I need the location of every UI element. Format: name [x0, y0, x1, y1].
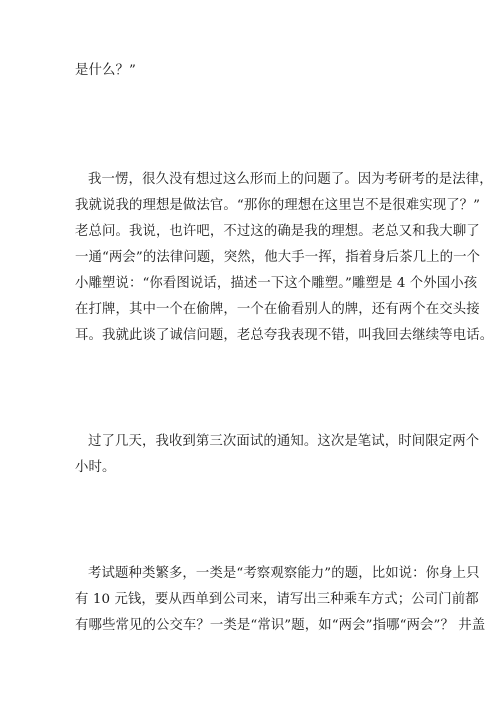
paragraph-2-line-5: 小雕塑说：“你看图说话，描述一下这个雕塑。”雕塑是 4 个外国小孩	[75, 276, 478, 291]
paragraph-2-line-6: 在打牌，其中一个在偷牌，一个在偷看别人的牌，还有两个在交头接	[75, 302, 480, 317]
paragraph-2-line-3: 老总问。我说，也许吧，不过这的确是我的理想。老总又和我大聊了	[75, 224, 480, 239]
paragraph-2-line-2: 我就说我的理想是做法官。“那你的理想在这里岂不是很难实现了？”	[75, 198, 481, 213]
paragraph-1-line-1: 是什么？”	[75, 63, 136, 78]
paragraph-4-line-1: 考试题种类繁多，一类是“考察观察能力”的题，比如说：你身上只	[88, 566, 480, 581]
paragraph-3-line-1: 过了几天，我收到第三次面试的通知。这次是笔试，时间限定两个	[88, 434, 480, 449]
paragraph-4-line-3: 有哪些常见的公交车？一类是“常识”题，如“两会”指哪“两会”？ 井盖	[75, 618, 486, 633]
paragraph-4-line-2: 有 10 元钱，要从西单到公司来，请写出三种乘车方式；公司门前都	[75, 592, 479, 607]
paragraph-2-line-1: 我一愣，很久没有想过这么形而上的问题了。因为考研考的是法律，	[88, 172, 493, 187]
paragraph-2-line-4: 一通“两会”的法律问题，突然，他大手一挥，指着身后茶几上的一个	[75, 250, 481, 265]
paragraph-2-line-7: 耳。我就此谈了诚信问题，老总夸我表现不错，叫我回去继续等电话。	[75, 328, 494, 343]
paragraph-3-line-2: 小时。	[75, 460, 116, 475]
